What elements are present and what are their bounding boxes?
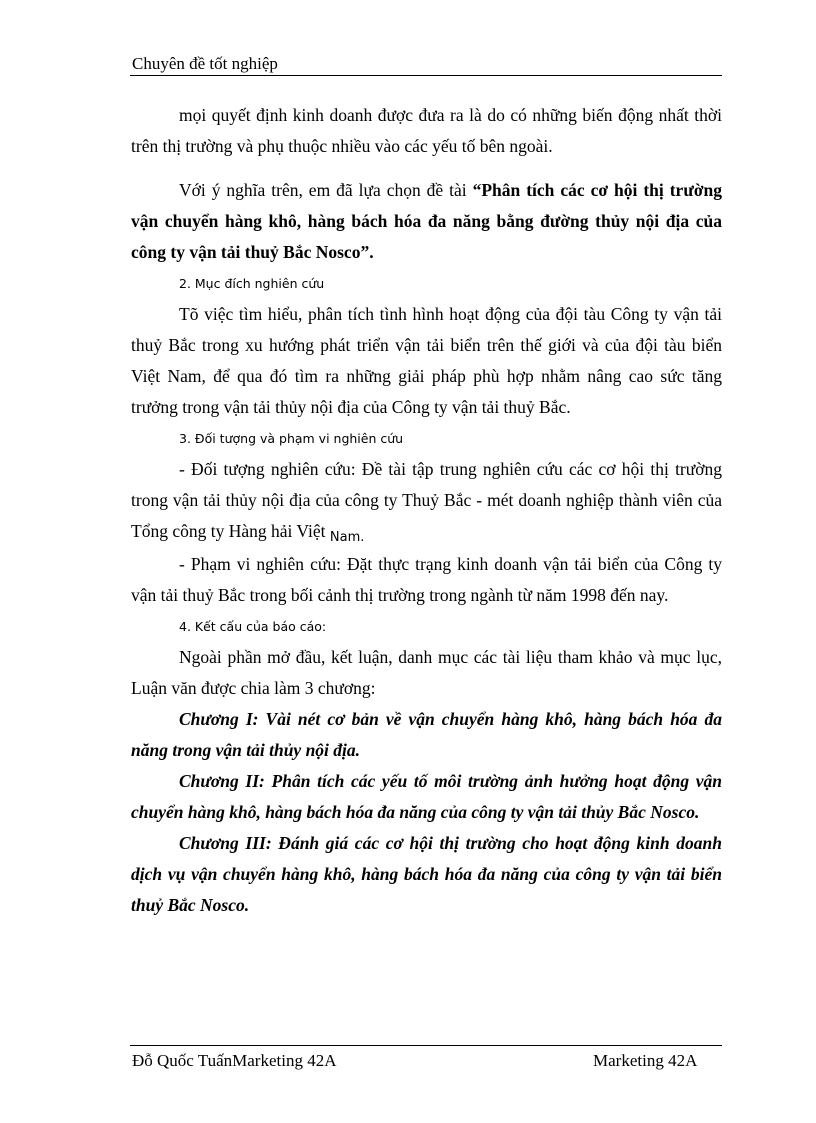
paragraph-purpose: Tõ việc tìm hiểu, phân tích tình hình hoạt động của đội tàu Công ty vận tải thuỷ Bắc trong xu hướng phát triển vận tải biển trên thế giới và của đội tàu biển Việt Nam, để qua đó tìm ra những giải pháp phù hợp nhằm nâng cao sức tăng trưởng trong vận tải thủy nội địa của Công ty vận tải thuỷ Bắc. (131, 304, 722, 417)
footer-divider (130, 1045, 722, 1046)
research-object-tail: Nam. (329, 530, 365, 545)
paragraph-topic-selection (131, 175, 722, 268)
section-heading-purpose: 2. Mục đích nghiên cứu (179, 276, 325, 291)
chapter-1-summary: Chương I: Vài nét cơ bản về vận chuyển hàng khô, hàng bách hóa đa năng trong vận tải thủy nội địa. (131, 709, 722, 760)
research-object-text: - Đối tượng nghiên cứu: Đề tài tập trung nghiên cứu các cơ hội thị trường trong vận tải thủy nội địa của công ty Thuỷ Bắc - mét doanh nghiệp thành viên của Tổng công ty Hàng hải Việt (131, 459, 722, 541)
chapter-2-summary: Chương II: Phân tích các yếu tố môi trường ảnh hưởng hoạt động vận chuyển hàng khô, hàng bách hóa đa năng của công ty vận tải thủy Bắc Nosco. (131, 771, 722, 822)
body-text (131, 100, 722, 921)
thesis-title: “Phân tích các cơ hội thị trường vận chuyển hàng khô, hàng bách hóa đa năng bằng đường thủy nội địa của công ty vận tải thuỷ Bắc Nosco”. (131, 180, 722, 262)
header-title: Chuyên đề tốt nghiệp (132, 54, 278, 73)
section-heading-structure: 4. Kết cấu của báo cáo: (179, 619, 327, 634)
header-divider (130, 75, 722, 76)
section-heading-scope: 3. Đối tượng và phạm vi nghiên cứu (179, 431, 404, 446)
paragraph-research-scope: - Phạm vi nghiên cứu: Đặt thực trạng kinh doanh vận tải biển của Công ty vận tải thuỷ Bắc trong bối cảnh thị trường trong ngành từ năm 1998 đến nay. (131, 554, 722, 605)
paragraph-research-object (131, 454, 722, 549)
footer-class: Marketing 42A (593, 1051, 698, 1070)
footer-author: Đỗ Quốc TuấnMarketing 42A (132, 1051, 337, 1070)
paragraph-intro-continuation: mọi quyết định kinh doanh được đưa ra là do có những biến động nhất thời trên thị trường và phụ thuộc nhiều vào các yếu tố bên ngoài. (131, 105, 722, 156)
paragraph-structure: Ngoài phần mở đầu, kết luận, danh mục các tài liệu tham khảo và mục lục, Luận văn được chia làm 3 chương: (131, 647, 722, 698)
chapter-3-summary: Chương III: Đánh giá các cơ hội thị trường cho hoạt động kinh doanh dịch vụ vận chuyển hàng khô, hàng bách hóa đa năng của công ty vận tải biển thuỷ Bắc Nosco. (131, 833, 722, 915)
topic-selection-text: Với ý nghĩa trên, em đã lựa chọn đề tài (179, 180, 473, 200)
